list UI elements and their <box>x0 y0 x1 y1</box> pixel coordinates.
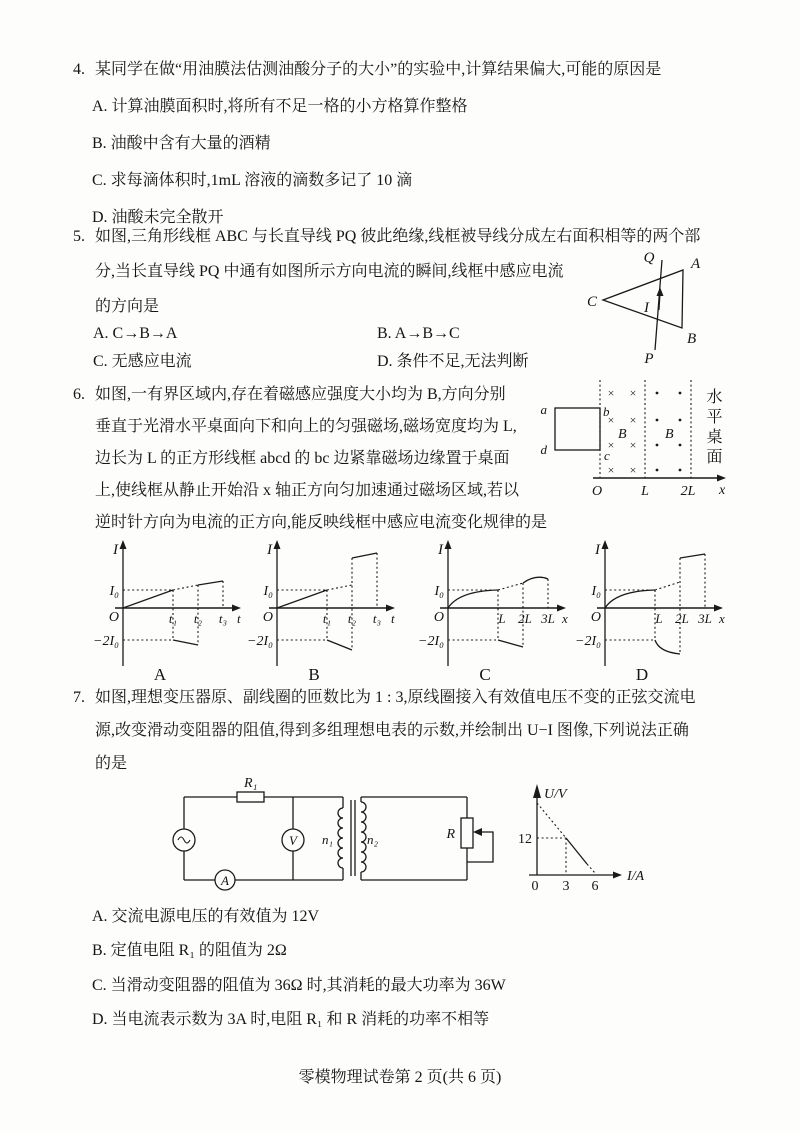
triangle-loop <box>603 270 683 328</box>
curve-upper <box>198 581 223 585</box>
q6-graph-a <box>88 538 248 683</box>
ui-line-solid <box>566 838 587 864</box>
label-i: I <box>267 542 272 558</box>
tick-3: 3 <box>562 879 570 894</box>
voltmeter-label: V <box>289 833 297 848</box>
curve-lower <box>327 640 352 650</box>
q5-line1: 如图,三角形线框 ABC 与长直导线 PQ 彼此绝缘,线框被导线分成左右面积相等的两个部 <box>95 228 701 245</box>
q5-line3: 的方向是 <box>95 298 160 315</box>
q4-option-c: C. 求每滴体积时,1mL 溶液的滴数多记了 10 滴 <box>92 172 413 189</box>
field-out-of-page-mark <box>656 444 659 447</box>
label-r: R <box>446 827 455 842</box>
label-3l: 3L <box>698 611 712 626</box>
label-t2: t₂ <box>347 611 357 626</box>
label-i: I <box>438 542 443 558</box>
graph-b-letter: B <box>308 665 320 684</box>
curve-upper <box>680 554 705 558</box>
label-t3: t₃ <box>372 611 382 626</box>
label-2l: 2L <box>518 611 532 626</box>
field-into-page-mark: × <box>607 386 615 400</box>
rheostat-r <box>461 818 473 848</box>
label-2l: 2L <box>680 484 696 499</box>
label-i: I <box>113 542 118 558</box>
q7-line2: 源,改变滑动变阻器的阻值,得到多组理想电表的示数,并绘制出 U−I 图像,下列说法正确 <box>95 722 689 739</box>
label-field-b1: B <box>618 427 627 442</box>
tick-0: 0 <box>531 879 539 894</box>
i-axis-arrow-icon <box>274 540 281 549</box>
curve-lower <box>173 640 198 645</box>
label-i-axis: I/A <box>627 869 645 884</box>
field-out-of-page-mark <box>656 419 659 422</box>
label-a: a <box>540 402 547 417</box>
label-i0: I₀ <box>434 584 444 599</box>
q5-number: 5. <box>73 228 85 245</box>
curve-upper <box>523 577 548 583</box>
q5-option-b: B. A→B→C <box>377 325 460 342</box>
graph-a-letter: A <box>153 665 167 684</box>
label-o: O <box>262 610 273 625</box>
q6-line2: 垂直于光滑水平桌面向下和向上的匀强磁场,磁场宽度均为 L, <box>95 418 517 435</box>
label-i0: I₀ <box>263 584 273 599</box>
square-loop-abcd <box>555 408 600 450</box>
q5-option-a: A. C→B→A <box>93 325 178 342</box>
i-axis-arrow-icon <box>120 540 127 549</box>
tick-6: 6 <box>591 879 599 894</box>
label-n2: n₂ <box>367 832 379 847</box>
q7-circuit-figure <box>175 776 510 898</box>
secondary-coil <box>361 802 366 872</box>
field-out-of-page-mark <box>679 444 682 447</box>
label-c: c <box>604 448 610 463</box>
label-b: B <box>687 331 697 347</box>
field-out-of-page-mark <box>656 392 659 395</box>
field-out-of-page-mark <box>679 419 682 422</box>
q7-line1: 如图,理想变压器原、副线圈的匝数比为 1 : 3,原线圈接入有效值电压不变的正弦交流电 <box>95 689 696 706</box>
label-x: x <box>562 611 568 626</box>
q5-option-d: D. 条件不足,无法判断 <box>377 353 529 370</box>
q7-option-b: B. 定值电阻 R₁ 的阻值为 2Ω <box>92 942 287 959</box>
q4-option-a: A. 计算油膜面积时,将所有不足一格的小方格算作整格 <box>92 98 468 115</box>
q4-option-d: D. 油酸未完全散开 <box>92 209 224 226</box>
curve-rise <box>448 590 498 608</box>
q6-table-surface-label: 水平桌面 <box>704 388 721 468</box>
x-axis-arrow-icon <box>717 475 726 482</box>
field-out-of-page-mark <box>656 469 659 472</box>
field-into-page-mark: × <box>607 463 615 477</box>
field-into-page-mark: × <box>607 413 615 427</box>
q5-line2: 分,当长直导线 PQ 中通有如图所示方向电流的瞬间,线框中感应电流 <box>95 263 564 280</box>
q6-number: 6. <box>73 386 85 403</box>
curve-upper <box>352 553 377 558</box>
graph-d-letter: D <box>635 665 649 684</box>
label-i0: I₀ <box>109 584 119 599</box>
label-q: Q <box>643 250 655 266</box>
curve-rise <box>123 590 173 608</box>
label-l: L <box>498 611 506 626</box>
label-t1: t₁ <box>168 611 178 626</box>
label-neg2i0: −2I₀ <box>418 634 444 649</box>
q6-line5: 逆时针方向为电流的正方向,能反映线框中感应电流变化规律的是 <box>95 514 548 531</box>
graph-c-letter: C <box>479 665 491 684</box>
label-neg2i0: −2I₀ <box>93 634 119 649</box>
field-into-page-mark: × <box>607 438 615 452</box>
q5-option-c: C. 无感应电流 <box>93 353 192 370</box>
curve-rise <box>277 590 327 608</box>
label-r1: R₁ <box>244 776 258 791</box>
field-into-page-mark: × <box>629 386 637 400</box>
q7-number: 7. <box>73 689 85 706</box>
current-arrow-icon <box>657 287 664 296</box>
tick-12: 12 <box>518 832 532 847</box>
label-l: L <box>641 484 649 499</box>
label-c: C <box>587 294 598 310</box>
q6-graph-b <box>242 538 402 683</box>
label-x: x <box>719 611 725 626</box>
label-l: L <box>655 611 663 626</box>
q6-line1: 如图,一有界区域内,存在着磁感应强度大小均为 B,方向分别 <box>95 386 506 403</box>
q7-line3: 的是 <box>95 755 128 772</box>
label-u-axis: U/V <box>544 787 567 802</box>
field-out-of-page-mark <box>679 392 682 395</box>
label-x: x <box>719 483 726 498</box>
ui-line-dashed-lower <box>587 864 595 873</box>
label-t: t <box>237 611 241 626</box>
label-2l: 2L <box>675 611 689 626</box>
q4-number: 4. <box>73 61 85 78</box>
primary-coil <box>338 808 343 868</box>
label-b: b <box>603 404 610 419</box>
label-i0: I₀ <box>591 584 601 599</box>
label-t2: t₂ <box>193 611 203 626</box>
label-neg2i0: −2I₀ <box>575 634 601 649</box>
q4-stem: 某同学在做“用油膜法估测油酸分子的大小”的实验中,计算结果偏大,可能的原因是 <box>95 61 662 78</box>
page-footer: 零模物理试卷第 2 页(共 6 页) <box>298 1069 502 1086</box>
label-field-b2: B <box>665 427 674 442</box>
label-3l: 3L <box>541 611 555 626</box>
field-into-page-mark: × <box>629 413 637 427</box>
curve-lower <box>498 640 523 647</box>
u-axis-arrow-icon <box>533 784 541 798</box>
ammeter-label: A <box>221 873 229 888</box>
resistor-r1 <box>237 792 264 802</box>
label-n1: n₁ <box>321 832 333 847</box>
label-o: O <box>590 610 601 625</box>
label-current: I <box>644 300 649 316</box>
curve-lower <box>655 640 680 654</box>
label-a: A <box>691 256 701 272</box>
q6-graph-d <box>570 538 730 683</box>
q4-option-b: B. 油酸中含有大量的酒精 <box>92 135 271 152</box>
label-t1: t₁ <box>322 611 332 626</box>
q6-graph-c <box>413 538 573 683</box>
field-out-of-page-mark <box>679 469 682 472</box>
i-axis-arrow-icon <box>602 540 609 549</box>
q5-figure-triangle-wire <box>583 250 773 372</box>
label-o: O <box>108 610 119 625</box>
q7-ui-graph <box>503 770 663 902</box>
label-t3: t₃ <box>218 611 228 626</box>
curve-rise <box>605 590 655 608</box>
q7-option-a: A. 交流电源电压的有效值为 12V <box>92 908 320 925</box>
label-i: I <box>595 542 600 558</box>
label-p: P <box>644 351 654 367</box>
q6-line4: 上,使线框从静止开始沿 x 轴正方向匀加速通过磁场区域,若以 <box>95 482 520 499</box>
q7-option-d: D. 当电流表示数为 3A 时,电阻 R₁ 和 R 消耗的功率不相等 <box>92 1011 490 1028</box>
field-into-page-mark: × <box>629 438 637 452</box>
q7-option-c: C. 当滑动变阻器的阻值为 36Ω 时,其消耗的最大功率为 36W <box>92 977 506 994</box>
i-axis-arrow-icon <box>445 540 452 549</box>
label-neg2i0: −2I₀ <box>247 634 273 649</box>
label-o: O <box>433 610 444 625</box>
q6-line3: 边长为 L 的正方形线框 abcd 的 bc 边紧靠磁场边缘置于桌面 <box>95 450 510 467</box>
label-t: t <box>391 611 395 626</box>
slider-arrow-icon <box>473 828 482 836</box>
wire-pq <box>655 260 662 350</box>
field-into-page-mark: × <box>629 463 637 477</box>
ui-line-dashed-upper <box>537 803 566 838</box>
i-axis-arrow-icon <box>613 872 622 879</box>
label-d: d <box>540 442 547 457</box>
label-origin: O <box>591 484 603 499</box>
